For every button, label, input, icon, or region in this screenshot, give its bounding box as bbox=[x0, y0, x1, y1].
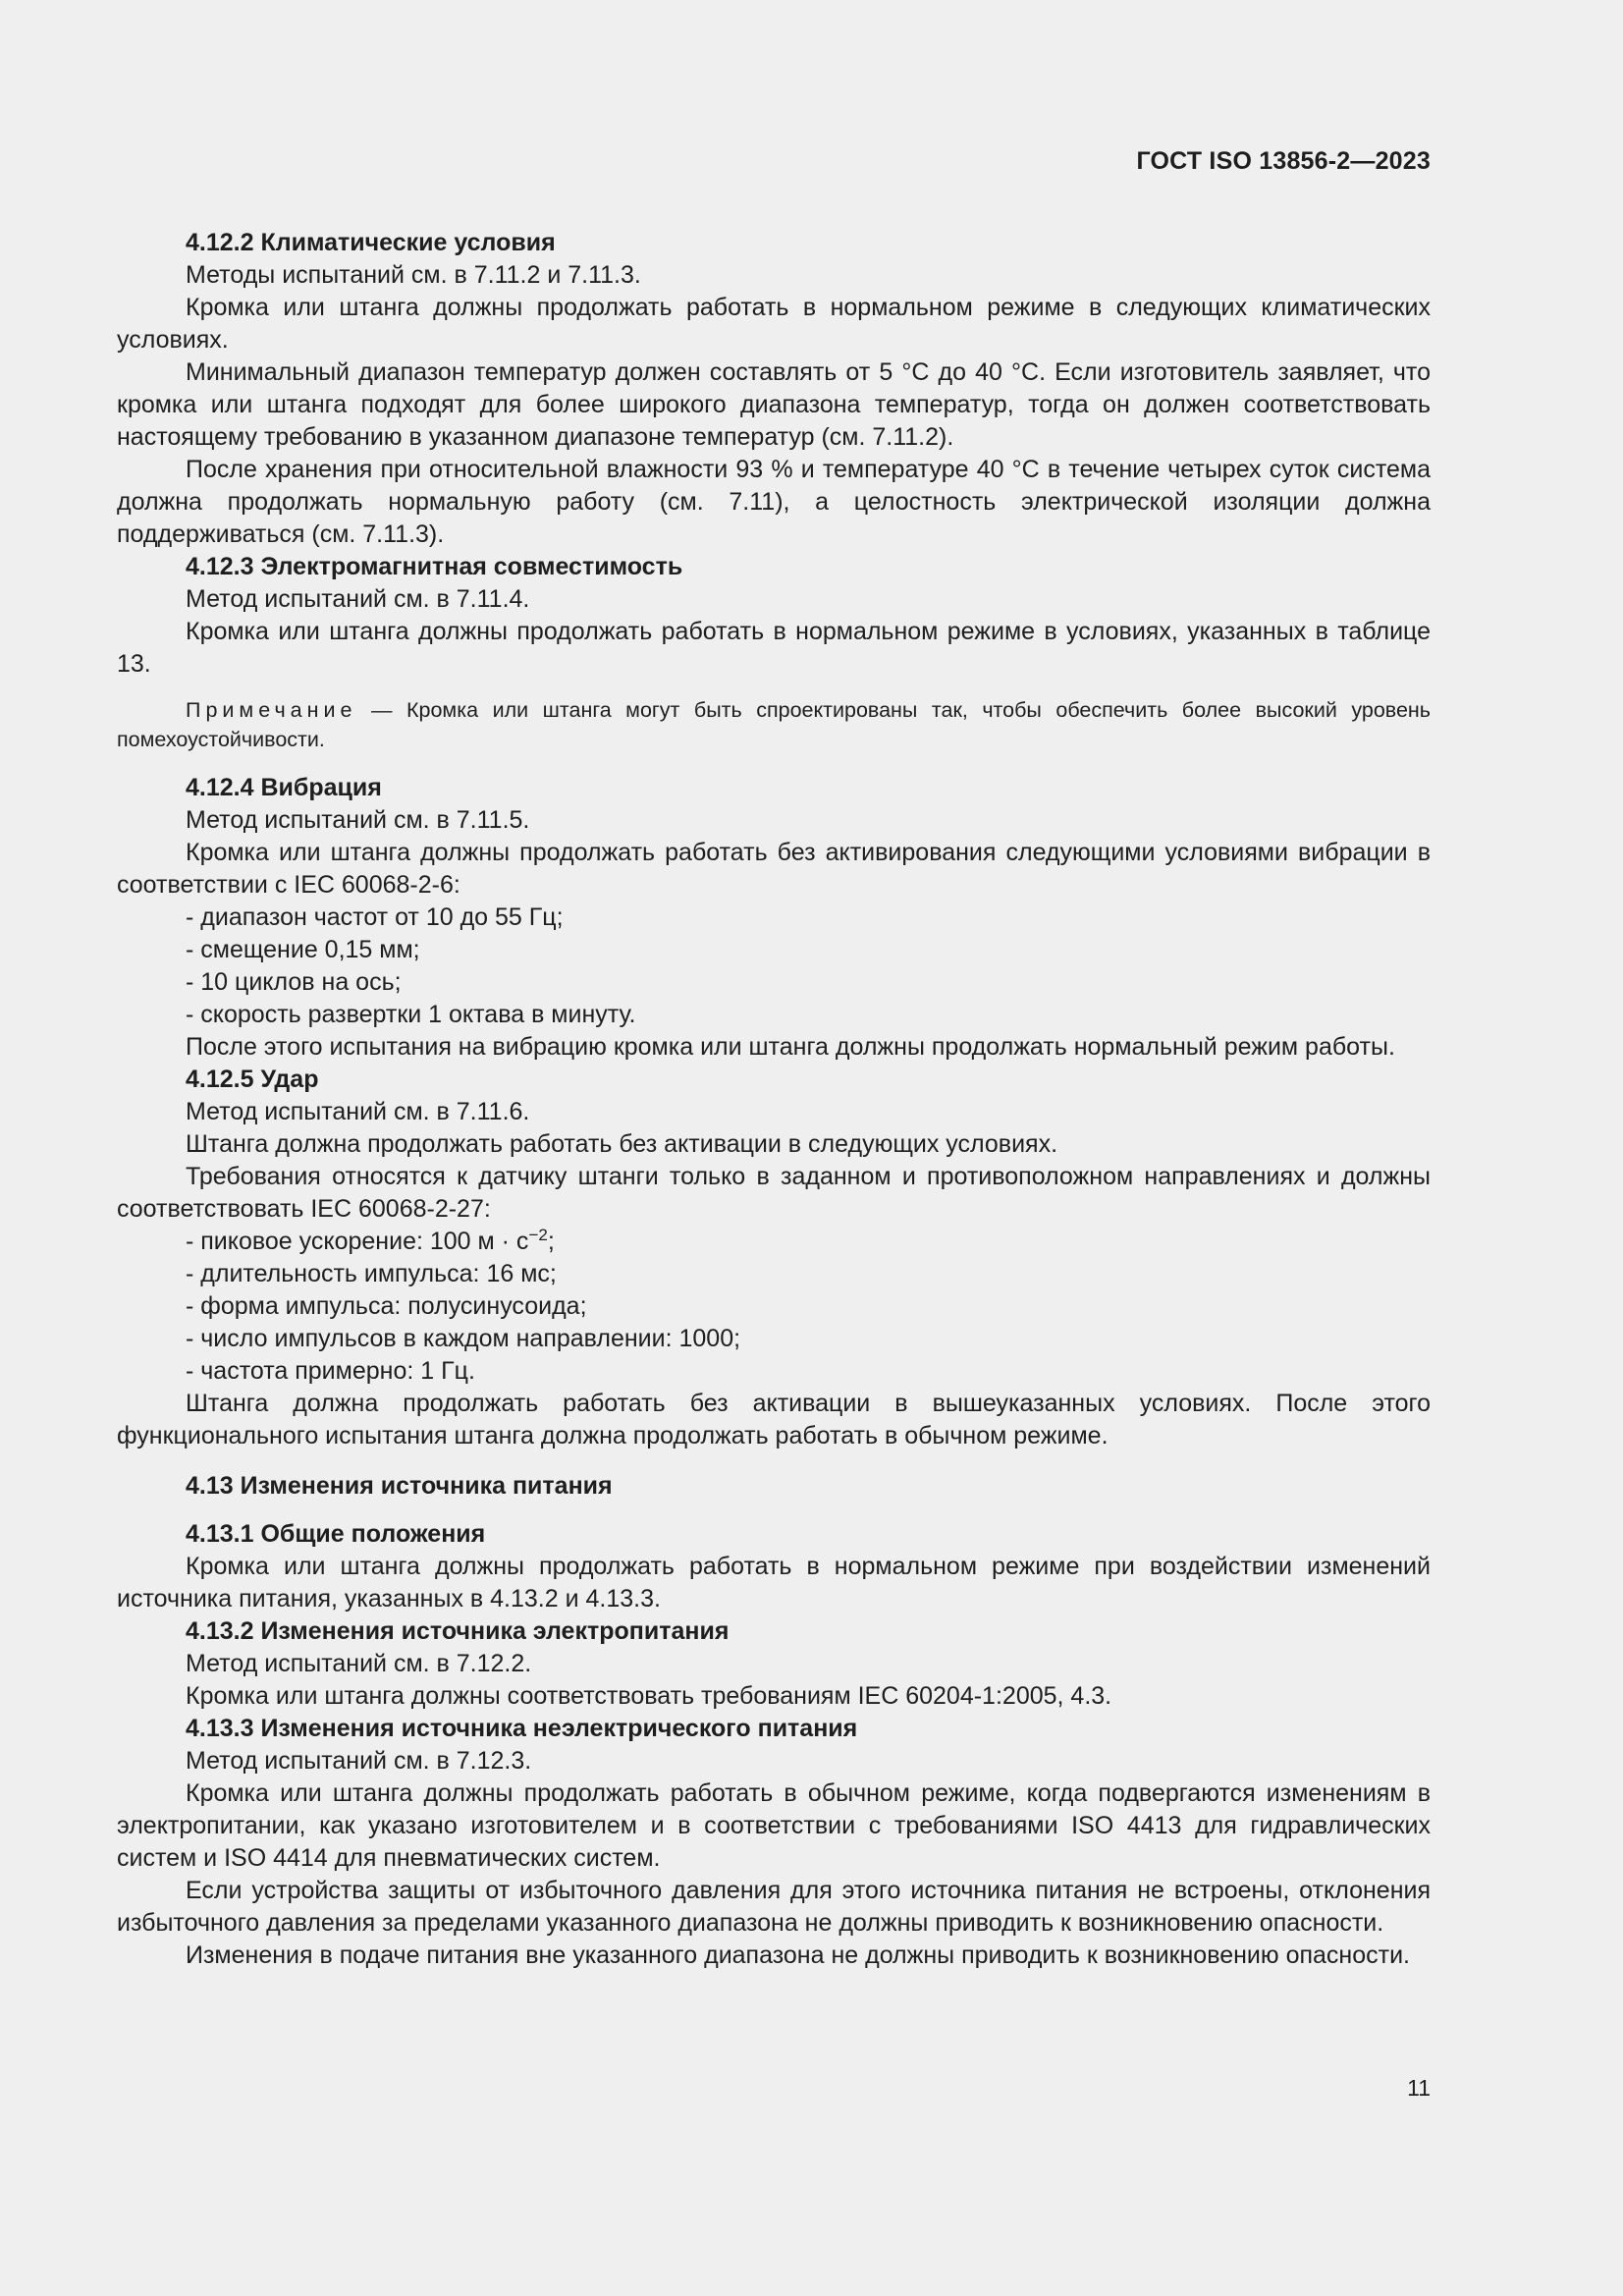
note-text: — Кромка или штанга могут быть спроектированы так, чтобы обеспечить более высокий уровень помехоустойчивости. bbox=[117, 698, 1431, 751]
paragraph: Минимальный диапазон температур должен составлять от 5 °С до 40 °С. Если изготовитель заявляет, что кромка или штанга подходят для более широкого диапазона температур, тогда он должен соответствовать настоящему требованию в указанном диапазоне температур (см. 7.11.2). bbox=[117, 358, 1431, 451]
section-heading-4-12-3: 4.12.3 Электромагнитная совместимость bbox=[186, 553, 683, 580]
list-item bbox=[117, 1226, 1431, 1258]
paragraph: Штанга должна продолжать работать без активации в следующих условиях. bbox=[186, 1130, 1058, 1158]
superscript-exponent: −2 bbox=[528, 1226, 548, 1244]
section-heading-4-13-1: 4.13.1 Общие положения bbox=[186, 1520, 486, 1548]
paragraph: Требования относятся к датчику штанги только в заданном и противоположном направлениях и должны соответствовать IEC 60068-2-27: bbox=[117, 1163, 1431, 1223]
paragraph: Штанга должна продолжать работать без активации в вышеуказанных условиях. После этого функционального испытания штанга должна продолжать работать в обычном режиме. bbox=[117, 1390, 1431, 1449]
paragraph: Метод испытаний см. в 7.11.4. bbox=[186, 585, 530, 613]
list-item: - 10 циклов на ось; bbox=[186, 968, 402, 996]
document-body bbox=[117, 227, 1431, 1972]
list-item-end: ; bbox=[547, 1228, 555, 1255]
list-item: - форма импульса: полусинусоида; bbox=[186, 1292, 587, 1320]
page-number: 11 bbox=[1407, 2075, 1431, 2101]
paragraph: Кромка или штанга должны продолжать работать без активирования следующими условиями вибрации в соответствии с IEC 60068-2-6: bbox=[117, 839, 1431, 899]
section-heading-4-13-2: 4.13.2 Изменения источника электропитания bbox=[186, 1617, 730, 1645]
paragraph: Кромка или штанга должны продолжать работать в нормальном режиме в условиях, указанных в таблице 13. bbox=[117, 618, 1431, 678]
list-item-text: - пиковое ускорение: 100 м · с bbox=[186, 1228, 529, 1255]
list-item: - смещение 0,15 мм; bbox=[186, 936, 420, 963]
section-heading-4-12-2: 4.12.2 Климатические условия bbox=[186, 229, 556, 256]
list-item: - число импульсов в каждом направлении: 1000; bbox=[186, 1325, 741, 1352]
section-heading-4-12-4: 4.12.4 Вибрация bbox=[186, 774, 382, 801]
paragraph: Кромка или штанга должны продолжать работать в обычном режиме, когда подвергаются изменениям в электропитании, как указано изготовителем и в соответствии с требованиями ISO 4413 для гидравлических систем и ISO 4414 для пневматических систем. bbox=[117, 1779, 1431, 1872]
section-heading-4-12-5: 4.12.5 Удар bbox=[186, 1066, 319, 1093]
paragraph: Метод испытаний см. в 7.11.6. bbox=[186, 1098, 530, 1125]
paragraph: Метод испытаний см. в 7.12.3. bbox=[186, 1747, 532, 1775]
paragraph: Метод испытаний см. в 7.11.5. bbox=[186, 806, 530, 834]
document-header-title: ГОСТ ISO 13856-2—2023 bbox=[1136, 147, 1431, 175]
paragraph: Кромка или штанга должны соответствовать требованиям IEC 60204-1:2005, 4.3. bbox=[186, 1682, 1112, 1710]
paragraph: Кромка или штанга должны продолжать работать в нормальном режиме при воздействии изменений источника питания, указанных в 4.13.2 и 4.13.3. bbox=[117, 1553, 1431, 1613]
paragraph: Изменения в подаче питания вне указанного диапазона не должны приводить к возникновению опасности. bbox=[186, 1941, 1410, 1969]
note-label: Примечание bbox=[186, 698, 357, 722]
paragraph: Если устройства защиты от избыточного давления для этого источника питания не встроены, отклонения избыточного давления за пределами указанного диапазона не должны приводить к возникновению опасности. bbox=[117, 1877, 1431, 1937]
section-heading-4-13: 4.13 Изменения источника питания bbox=[186, 1472, 613, 1500]
paragraph: После этого испытания на вибрацию кромка или штанга должны продолжать нормальный режим работы. bbox=[186, 1033, 1395, 1061]
list-item: - диапазон частот от 10 до 55 Гц; bbox=[186, 903, 564, 931]
note bbox=[117, 695, 1431, 754]
paragraph: Кромка или штанга должны продолжать работать в нормальном режиме в следующих климатических условиях. bbox=[117, 294, 1431, 354]
list-item: - длительность импульса: 16 мс; bbox=[186, 1260, 557, 1287]
list-item: - частота примерно: 1 Гц. bbox=[186, 1357, 475, 1385]
paragraph: После хранения при относительной влажности 93 % и температуре 40 °С в течение четырех суток система должна продолжать нормальную работу (см. 7.11), а целостность электрической изоляции должна поддерживаться (см. 7.11.3). bbox=[117, 456, 1431, 548]
paragraph: Методы испытаний см. в 7.11.2 и 7.11.3. bbox=[186, 261, 641, 289]
paragraph: Метод испытаний см. в 7.12.2. bbox=[186, 1650, 532, 1677]
list-item: - скорость развертки 1 октава в минуту. bbox=[186, 1001, 636, 1028]
section-heading-4-13-3: 4.13.3 Изменения источника неэлектрического питания bbox=[186, 1715, 858, 1742]
